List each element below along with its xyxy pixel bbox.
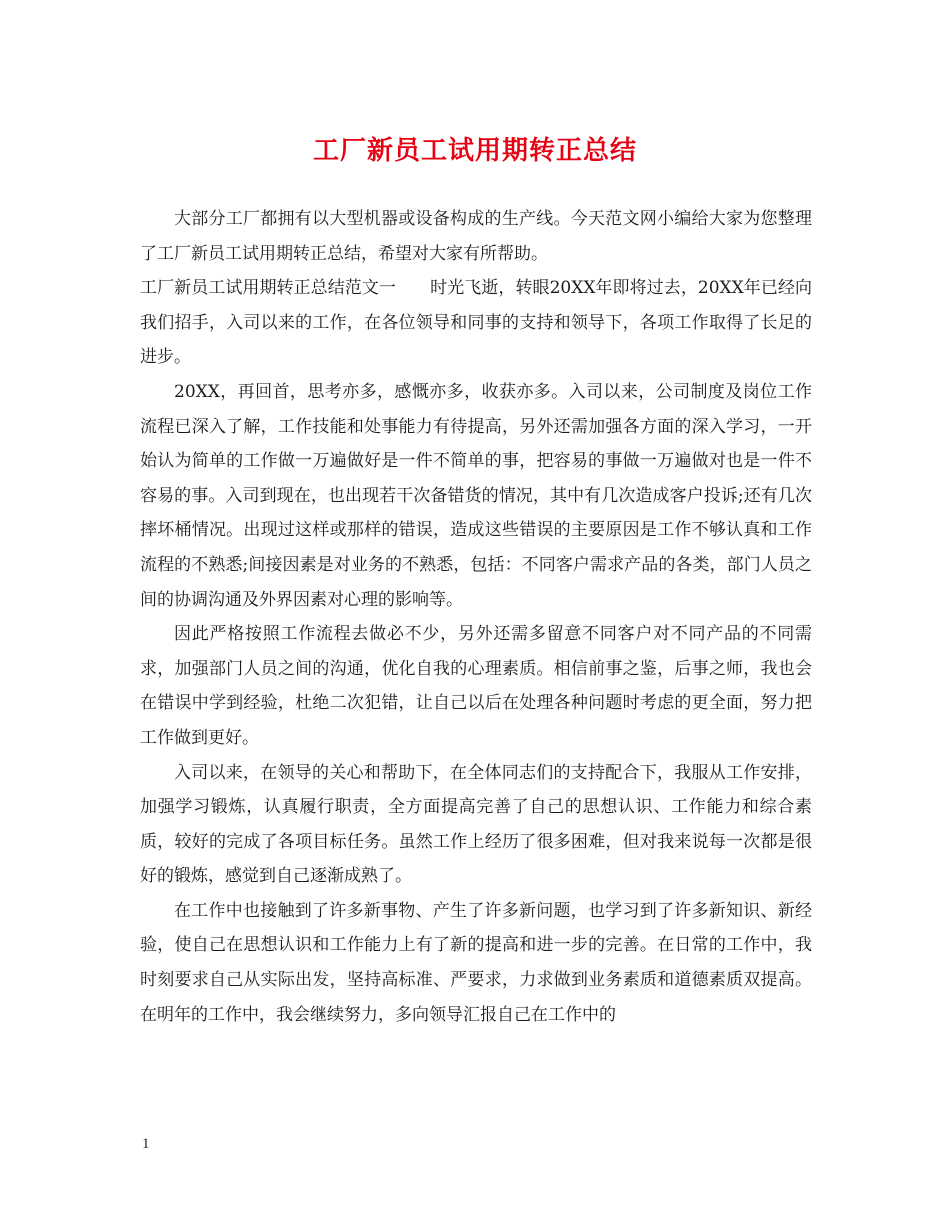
paragraph-sample-one: 工厂新员工试用期转正总结范文一 时光飞逝，转眼20XX年即将过去，20XX年已经向我们招手，入司以来的工作，在各位领导和同事的支持和领导下，各项工作取得了长足的进步。 — [140, 278, 812, 368]
paragraph-intro: 大部分工厂都拥有以大型机器或设备构成的生产线。今天范文网小编给大家为您整理了工厂新员工试用期转正总结，希望对大家有所帮助。 — [140, 209, 812, 264]
document-body — [140, 202, 812, 1032]
paragraph-improvement: 因此严格按照工作流程去做必不少，另外还需多留意不同客户对不同产品的不同需求，加强部门人员之间的沟通，优化自我的心理素质。相信前事之鉴，后事之师，我也会在错误中学到经验，杜绝二次犯错，让自己以后在处理各种问题时考虑的更全面，努力把工作做到更好。 — [140, 624, 812, 748]
paragraph-growth: 入司以来，在领导的关心和帮助下，在全体同志们的支持配合下，我服从工作安排，加强学习锻炼，认真履行职责，全方面提高完善了自己的思想认识、工作能力和综合素质，较好的完成了各项目标任务。虽然工作上经历了很多困难，但对我来说每一次都是很好的锻炼，感觉到自己逐渐成熟了。 — [140, 762, 812, 887]
paragraph-new-knowledge: 在工作中也接触到了许多新事物、产生了许多新问题，也学习到了许多新知识、新经验，使自己在思想认识和工作能力上有了新的提高和进一步的完善。在日常的工作中，我时刻要求自己从实际出发，坚持高标准、严要求，力求做到业务素质和道德素质双提高。在明年的工作中，我会继续努力，多向领导汇报自己在工作中的 — [140, 900, 812, 1025]
page-number: 1 — [142, 1136, 150, 1152]
paragraph-reflection: 20XX，再回首，思考亦多，感慨亦多，收获亦多。入司以来，公司制度及岗位工作流程已深入了解，工作技能和处事能力有待提高，另外还需加强各方面的深入学习，一开始认为简单的工作做一万遍做好是一件不简单的事，把容易的事做一万遍做对也是一件不容易的事。入司到现在，也出现若干次备错货的情况，其中有几次造成客户投诉;还有几次摔坏桶情况。出现过这样或那样的错误，造成这些错误的主要原因是工作不够认真和工作流程的不熟悉;间接因素是对业务的不熟悉，包括：不同客户需求产品的各类，部门人员之间的协调沟通及外界因素对心理的影响等。 — [140, 381, 812, 610]
document-title: 工厂新员工试用期转正总结 — [312, 136, 637, 166]
